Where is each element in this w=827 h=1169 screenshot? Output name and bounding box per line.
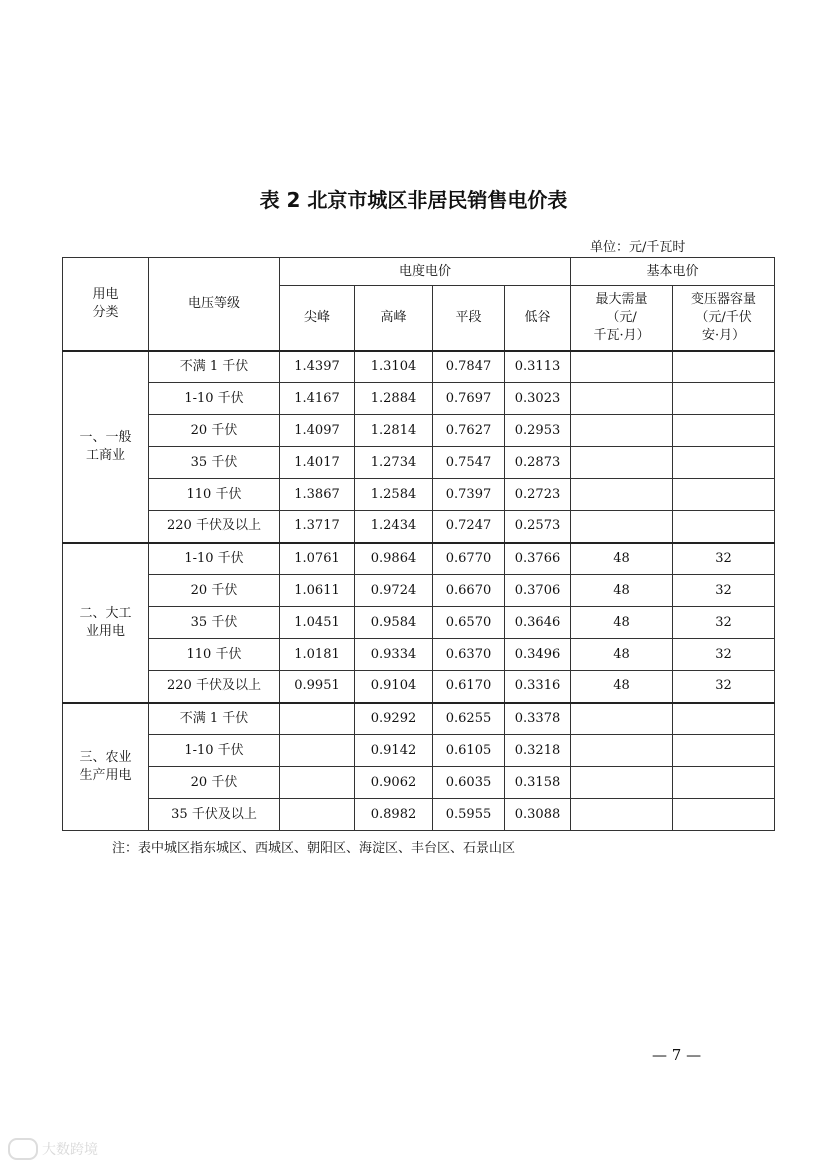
capacity-cell	[673, 703, 775, 735]
flat-cell: 0.6255	[433, 703, 505, 735]
header-basic-price: 基本电价	[571, 258, 775, 286]
voltage-cell: 不满 1 千伏	[149, 703, 280, 735]
demand-cell	[571, 799, 673, 831]
voltage-cell: 1-10 千伏	[149, 383, 280, 415]
flat-cell: 0.6670	[433, 575, 505, 607]
flat-cell: 0.6035	[433, 767, 505, 799]
table-row	[63, 703, 775, 735]
sharp-cell: 1.4167	[280, 383, 355, 415]
demand-cell	[571, 415, 673, 447]
header-valley: 低谷	[505, 286, 571, 351]
valley-cell: 0.3646	[505, 607, 571, 639]
capacity-cell: 32	[673, 671, 775, 703]
category-cell: 三、农业 生产用电	[63, 703, 149, 831]
valley-cell: 0.3113	[505, 351, 571, 383]
capacity-cell	[673, 415, 775, 447]
watermark-logo-icon	[8, 1138, 38, 1160]
table-row	[63, 607, 775, 639]
high-cell: 0.9864	[355, 543, 433, 575]
capacity-cell: 32	[673, 543, 775, 575]
sharp-cell: 1.0181	[280, 639, 355, 671]
table-note: 注：表中城区指东城区、西城区、朝阳区、海淀区、丰台区、石景山区	[112, 841, 516, 856]
voltage-cell: 35 千伏及以上	[149, 799, 280, 831]
valley-cell: 0.3706	[505, 575, 571, 607]
high-cell: 1.2734	[355, 447, 433, 479]
demand-cell	[571, 703, 673, 735]
high-cell: 0.9292	[355, 703, 433, 735]
table-row	[63, 351, 775, 383]
sharp-cell: 0.9951	[280, 671, 355, 703]
high-cell: 0.9584	[355, 607, 433, 639]
voltage-cell: 35 千伏	[149, 447, 280, 479]
demand-cell: 48	[571, 639, 673, 671]
flat-cell: 0.6370	[433, 639, 505, 671]
valley-cell: 0.3088	[505, 799, 571, 831]
page-number: — 7 —	[652, 1046, 702, 1064]
category-cell: 一、一般 工商业	[63, 351, 149, 543]
high-cell: 0.9142	[355, 735, 433, 767]
high-cell: 0.8982	[355, 799, 433, 831]
flat-cell: 0.6170	[433, 671, 505, 703]
watermark	[8, 1138, 98, 1160]
table-row	[63, 479, 775, 511]
demand-cell: 48	[571, 543, 673, 575]
table-row	[63, 511, 775, 543]
table-row	[63, 447, 775, 479]
demand-cell: 48	[571, 607, 673, 639]
unit-label: 单位：元/千瓦时	[590, 240, 686, 255]
header-energy-price: 电度电价	[280, 258, 571, 286]
sharp-cell: 1.0611	[280, 575, 355, 607]
demand-cell	[571, 383, 673, 415]
header-max-demand: 最大需量 （元/ 千瓦·月）	[571, 286, 673, 351]
flat-cell: 0.6770	[433, 543, 505, 575]
high-cell: 1.2884	[355, 383, 433, 415]
flat-cell: 0.6570	[433, 607, 505, 639]
capacity-cell	[673, 735, 775, 767]
sharp-cell: 1.3717	[280, 511, 355, 543]
sharp-cell	[280, 799, 355, 831]
demand-cell	[571, 479, 673, 511]
sharp-cell	[280, 735, 355, 767]
sharp-cell: 1.3867	[280, 479, 355, 511]
header-peak-sharp: 尖峰	[280, 286, 355, 351]
header-transformer: 变压器容量 （元/千伏 安·月）	[673, 286, 775, 351]
voltage-cell: 110 千伏	[149, 639, 280, 671]
valley-cell: 0.2573	[505, 511, 571, 543]
demand-cell: 48	[571, 575, 673, 607]
header-peak-high: 高峰	[355, 286, 433, 351]
table-row	[63, 735, 775, 767]
demand-cell	[571, 735, 673, 767]
valley-cell: 0.2873	[505, 447, 571, 479]
valley-cell: 0.3023	[505, 383, 571, 415]
voltage-cell: 110 千伏	[149, 479, 280, 511]
capacity-cell: 32	[673, 575, 775, 607]
valley-cell: 0.3158	[505, 767, 571, 799]
valley-cell: 0.3496	[505, 639, 571, 671]
sharp-cell	[280, 703, 355, 735]
capacity-cell	[673, 511, 775, 543]
demand-cell	[571, 351, 673, 383]
sharp-cell: 1.0761	[280, 543, 355, 575]
table-row	[63, 415, 775, 447]
capacity-cell	[673, 351, 775, 383]
voltage-cell: 1-10 千伏	[149, 735, 280, 767]
table-row	[63, 799, 775, 831]
high-cell: 0.9334	[355, 639, 433, 671]
capacity-cell	[673, 799, 775, 831]
high-cell: 0.9062	[355, 767, 433, 799]
valley-cell: 0.3766	[505, 543, 571, 575]
voltage-cell: 220 千伏及以上	[149, 671, 280, 703]
capacity-cell	[673, 447, 775, 479]
valley-cell: 0.2723	[505, 479, 571, 511]
capacity-cell: 32	[673, 639, 775, 671]
table-row	[63, 575, 775, 607]
table-title: 表 2 北京市城区非居民销售电价表	[259, 188, 568, 212]
table-row	[63, 383, 775, 415]
demand-cell	[571, 767, 673, 799]
flat-cell: 0.7247	[433, 511, 505, 543]
high-cell: 1.2814	[355, 415, 433, 447]
demand-cell: 48	[571, 671, 673, 703]
voltage-cell: 35 千伏	[149, 607, 280, 639]
capacity-cell	[673, 479, 775, 511]
table-row	[63, 639, 775, 671]
demand-cell	[571, 511, 673, 543]
high-cell: 0.9104	[355, 671, 433, 703]
flat-cell: 0.7547	[433, 447, 505, 479]
voltage-cell: 20 千伏	[149, 415, 280, 447]
table-row	[63, 671, 775, 703]
capacity-cell: 32	[673, 607, 775, 639]
valley-cell: 0.3316	[505, 671, 571, 703]
flat-cell: 0.6105	[433, 735, 505, 767]
header-voltage: 电压等级	[149, 258, 280, 351]
flat-cell: 0.5955	[433, 799, 505, 831]
voltage-cell: 20 千伏	[149, 767, 280, 799]
capacity-cell	[673, 383, 775, 415]
high-cell: 0.9724	[355, 575, 433, 607]
voltage-cell: 1-10 千伏	[149, 543, 280, 575]
header-category: 用电 分类	[63, 258, 149, 351]
flat-cell: 0.7847	[433, 351, 505, 383]
high-cell: 1.3104	[355, 351, 433, 383]
high-cell: 1.2584	[355, 479, 433, 511]
voltage-cell: 20 千伏	[149, 575, 280, 607]
sharp-cell: 1.4017	[280, 447, 355, 479]
price-table	[62, 257, 775, 831]
sharp-cell	[280, 767, 355, 799]
high-cell: 1.2434	[355, 511, 433, 543]
demand-cell	[571, 447, 673, 479]
header-flat: 平段	[433, 286, 505, 351]
sharp-cell: 1.4397	[280, 351, 355, 383]
capacity-cell	[673, 767, 775, 799]
table-row	[63, 767, 775, 799]
flat-cell: 0.7697	[433, 383, 505, 415]
category-cell: 二、大工 业用电	[63, 543, 149, 703]
valley-cell: 0.2953	[505, 415, 571, 447]
sharp-cell: 1.0451	[280, 607, 355, 639]
table-row	[63, 543, 775, 575]
flat-cell: 0.7627	[433, 415, 505, 447]
flat-cell: 0.7397	[433, 479, 505, 511]
voltage-cell: 不满 1 千伏	[149, 351, 280, 383]
watermark-text: 大数跨境	[42, 1142, 98, 1158]
valley-cell: 0.3378	[505, 703, 571, 735]
valley-cell: 0.3218	[505, 735, 571, 767]
sharp-cell: 1.4097	[280, 415, 355, 447]
voltage-cell: 220 千伏及以上	[149, 511, 280, 543]
